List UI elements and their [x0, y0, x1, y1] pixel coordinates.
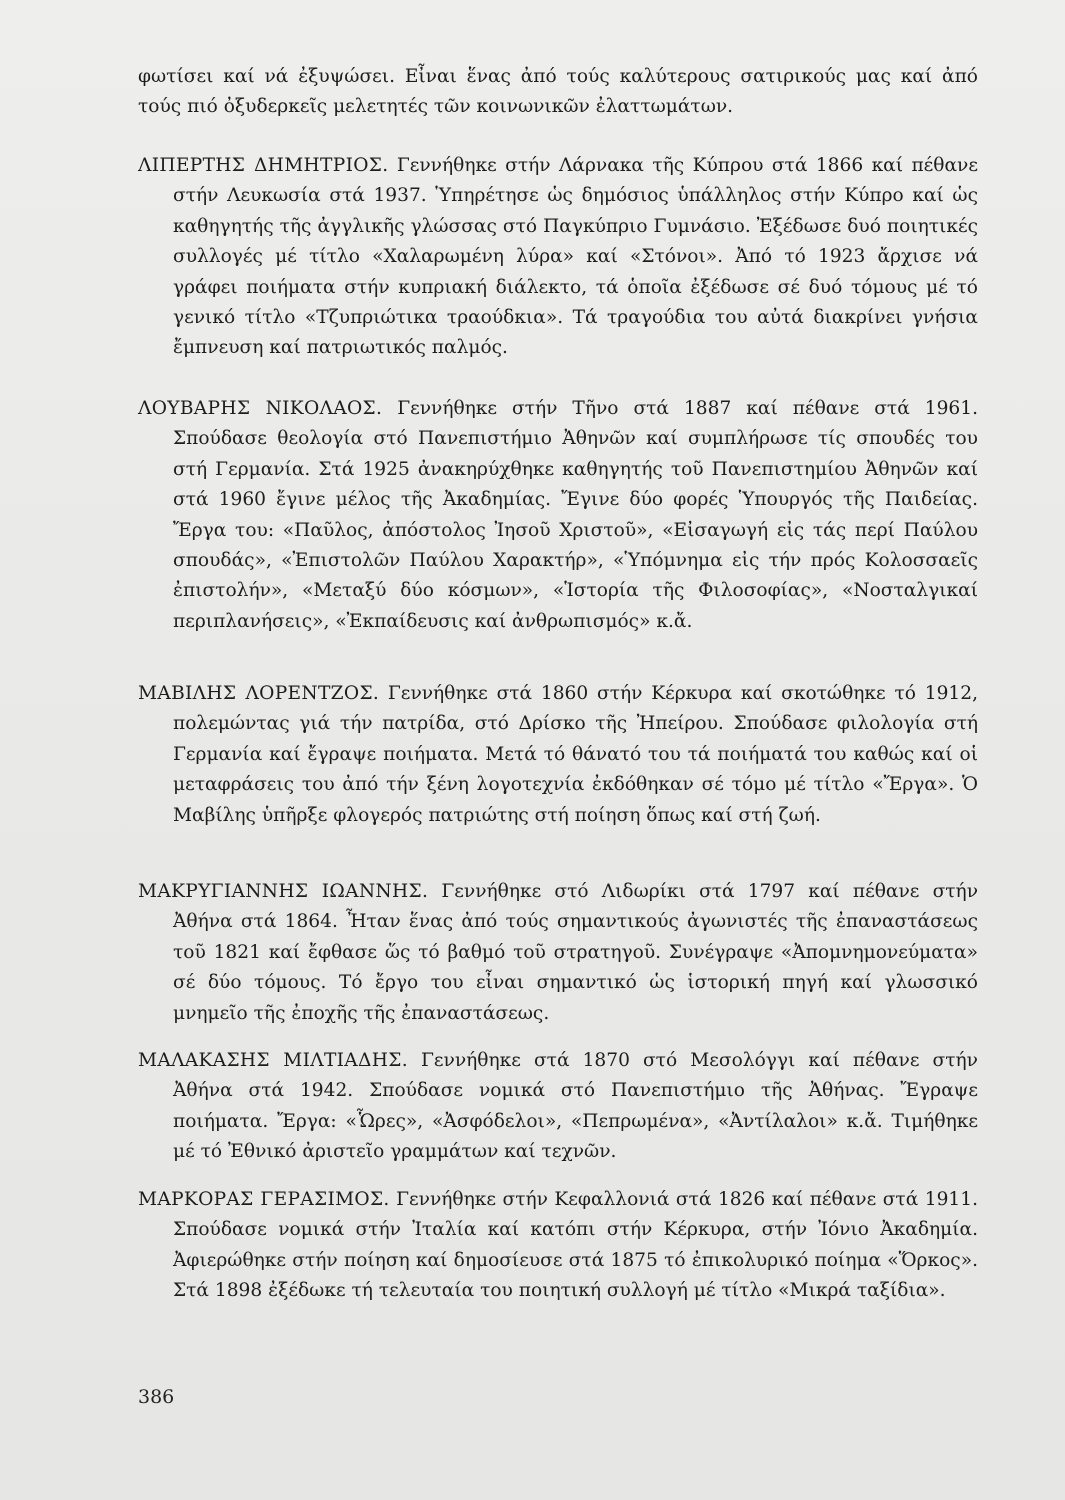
entry-lipertis: [138, 151, 978, 364]
entry-name: ΜΑΡΚΟΡΑΣ ΓΕΡΑΣΙΜΟΣ.: [138, 1189, 390, 1210]
entry-louvaris: [138, 394, 978, 637]
entry-name: ΜΑΚΡΥΓΙΑΝΝΗΣ ΙΩΑΝΝΗΣ.: [138, 881, 429, 902]
page-number: 386: [138, 1386, 175, 1408]
entry-malakasis: [138, 1046, 978, 1168]
entry-text: Γεννήθηκε στά 1870 στό Μεσολόγγι καί πέθανε στήν Ἀθήνα στά 1942. Σπούδασε νομικά στό Πανεπιστήμιο τῆς Ἀθήνας. Ἔγραψε ποιήματα. Ἔργα: «Ὧρες», «Ἀσφόδελοι», «Πεπρωμένα», «Ἀντίλαλοι» κ.ἄ. Τιμήθηκε μέ τό Ἐθνικό ἀριστεῖο γραμμάτων καί τεχνῶν.: [173, 1050, 978, 1163]
entry-name: ΜΑΛΑΚΑΣΗΣ ΜΙΛΤΙΑΔΗΣ.: [138, 1050, 408, 1071]
entry-text: Γεννήθηκε στήν Κεφαλλονιά στά 1826 καί πέθανε στά 1911. Σπούδασε νομικά στήν Ἰταλία καί κατόπι στήν Κέρκυρα, στήν Ἰόνιο Ἀκαδημία. Ἀφιερώθηκε στήν ποίηση καί δημοσίευσε στά 1875 τό ἐπικολυρικό ποίημα «Ὅρκος». Στά 1898 ἐξέδωκε τή τελευταία του ποιητική συλλογή μέ τίτλο «Μικρά ταξίδια».: [173, 1189, 978, 1302]
entry-name: ΛΟΥΒΑΡΗΣ ΝΙΚΟΛΑΟΣ.: [138, 398, 383, 419]
entry-name: ΛΙΠΕΡΤΗΣ ΔΗΜΗΤΡΙΟΣ.: [138, 155, 389, 176]
entry-markoras: [138, 1185, 978, 1307]
continuation-paragraph: [138, 62, 978, 123]
entry-name: ΜΑΒΙΛΗΣ ΛΟΡΕΝΤΖΟΣ.: [138, 683, 380, 704]
entry-text: Γεννήθηκε στήν Λάρνακα τῆς Κύπρου στά 1866 καί πέθανε στήν Λευκωσία στά 1937. Ὑπηρέτησε ὡς δημόσιος ὑπάλληλος στήν Κύπρο καί ὡς καθηγητής τῆς ἀγγλικῆς γλώσσας στό Παγκύπριο Γυμνάσιο. Ἐξέδωσε δυό ποιητικές συλλογές μέ τίτλο «Χαλαρωμένη λύρα» καί «Στόνοι». Ἀπό τό 1923 ἄρχισε νά γράφει ποιήματα στήν κυπριακή διάλεκτο, τά ὁποῖα ἐξέδωσε σέ δυό τόμους μέ τό γενικό τίτλο «Τζυπριώτικα τραούδκια». Τά τραγούδια του αὐτά διακρίνει γνήσια ἔμπνευση καί πατριωτικός παλμός.: [173, 155, 978, 359]
entry-text: Γεννήθηκε στήν Τῆνο στά 1887 καί πέθανε στά 1961. Σπούδασε θεολογία στό Πανεπιστήμιο Ἀθηνῶν καί συμπλήρωσε τίς σπουδές του στή Γερμανία. Στά 1925 ἀνακηρύχθηκε καθηγητής τοῦ Πανεπιστημίου Ἀθηνῶν καί στά 1960 ἔγινε μέλος τῆς Ἀκαδημίας. Ἔγινε δύο φορές Ὑπουργός τῆς Παιδείας. Ἔργα του: «Παῦλος, ἀπόστολος Ἰησοῦ Χριστοῦ», «Εἰσαγωγή εἰς τάς περί Παύλου σπουδάς», «Ἐπιστολῶν Παύλου Χαρακτήρ», «Ὑπόμνημα εἰς τήν πρός Κολοσσαεῖς ἐπιστολήν», «Μεταξύ δύο κόσμων», «Ἱστορία τῆς Φιλοσοφίας», «Νοσταλγικαί περιπλανήσεις», «Ἐκπαίδευσις καί ἀνθρωπισμός» κ.ἄ.: [173, 398, 978, 632]
continuation-text: φωτίσει καί νά ἐξυψώσει. Εἶναι ἕνας ἀπό τούς καλύτερους σατιρικούς μας καί ἀπό τούς πιό ὀξυδερκεῖς μελετητές τῶν κοινωνικῶν ἐλαττωμάτων.: [138, 66, 978, 118]
entry-makrygiannis: [138, 877, 978, 1029]
entry-mavilis: [138, 679, 978, 831]
entry-text: Γεννήθηκε στά 1860 στήν Κέρκυρα καί σκοτώθηκε τό 1912, πολεμώντας γιά τήν πατρίδα, στό Δρίσκο τῆς Ἠπείρου. Σπούδασε φιλολογία στή Γερμανία καί ἔγραψε ποιήματα. Μετά τό θάνατό του τά ποιήματά του καθώς καί οἱ μεταφράσεις του ἀπό τήν ξένη λογοτεχνία ἐκδόθηκαν σέ τόμο μέ τίτλο «Ἔργα». Ὁ Μαβίλης ὑπῆρξε φλογερός πατριώτης στή ποίηση ὅπως καί στή ζωή.: [173, 683, 978, 826]
entry-text: Γεννήθηκε στό Λιδωρίκι στά 1797 καί πέθανε στήν Ἀθήνα στά 1864. Ἦταν ἕνας ἀπό τούς σημαντικούς ἀγωνιστές τῆς ἐπαναστάσεως τοῦ 1821 καί ἔφθασε ὥς τό βαθμό τοῦ στρατηγοῦ. Συνέγραψε «Ἀπομνημονεύματα» σέ δύο τόμους. Τό ἔργο του εἶναι σημαντικό ὡς ἱστορική πηγή καί γλωσσικό μνημεῖο τῆς ἐποχῆς τῆς ἐπαναστάσεως.: [173, 881, 978, 1024]
